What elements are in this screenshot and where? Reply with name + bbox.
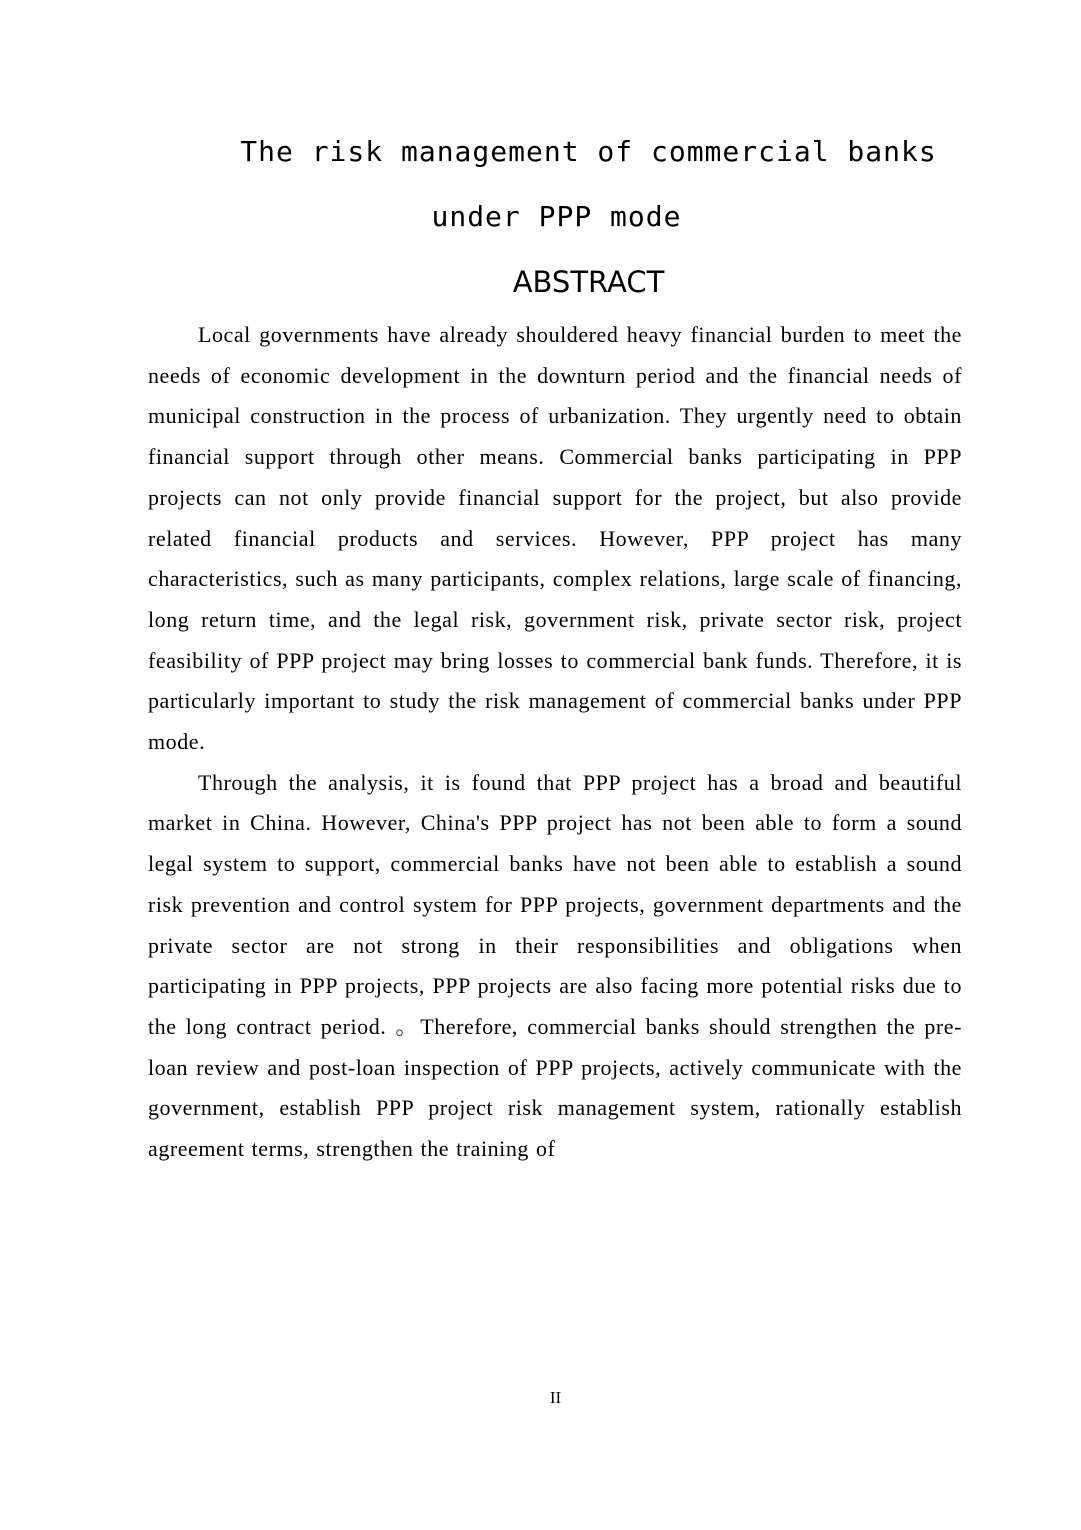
document-title-line-2: under PPP mode — [431, 200, 682, 233]
abstract-paragraph-2: Through the analysis, it is found that PPP project has a broad and beautiful market in China. However, China's PPP project has not been able to form a sound legal system to support, commercial banks have not been able to establish a sound risk prevention and control system for PPP projects, government departments and the private sector are not strong in their responsibilities and obligations when participating in PPP projects, PPP projects are also facing more potential risks due to the long contract period. 。Therefore, commercial banks should strengthen the pre-loan review and post-loan inspection of PPP projects, actively communicate with the government, establish PPP project risk management system, rationally establish agreement terms, strengthen the training of — [148, 769, 962, 1162]
abstract-body — [148, 315, 962, 1170]
abstract-heading: ABSTRACT — [512, 265, 665, 299]
document-title-line-1: The risk management of commercial banks — [240, 135, 937, 168]
abstract-paragraph-1: Local governments have already shouldered heavy financial burden to meet the needs of economic development in the downturn period and the financial needs of municipal construction in the process of urbanization. They urgently need to obtain financial support through other means. Commercial banks participating in PPP projects can not only provide financial support for the project, but also provide related financial products and services. However, PPP project has many characteristics, such as many participants, complex relations, large scale of financing, long return time, and the legal risk, government risk, private sector risk, project feasibility of PPP project may bring losses to commercial bank funds. Therefore, it is particularly important to study the risk management of commercial banks under PPP mode. — [148, 322, 962, 755]
page-number: II — [549, 1388, 562, 1407]
